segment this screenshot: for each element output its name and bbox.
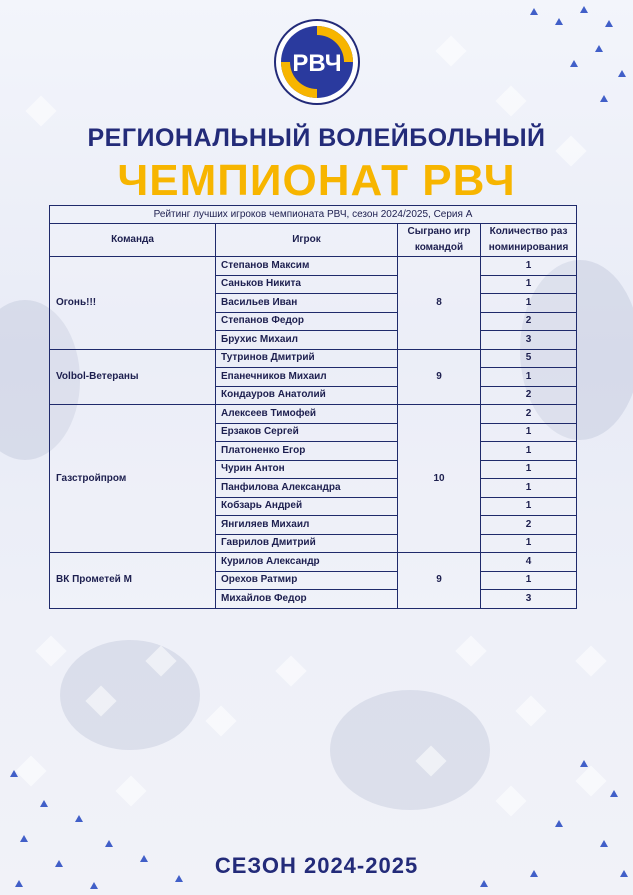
nomination-count: 1	[481, 479, 577, 498]
header-player: Игрок	[216, 224, 398, 257]
nomination-count: 5	[481, 349, 577, 368]
player-name: Панфилова Александра	[216, 479, 398, 498]
nomination-count: 2	[481, 516, 577, 535]
player-name: Орехов Ратмир	[216, 571, 398, 590]
header-line-1: РЕГИОНАЛЬНЫЙ ВОЛЕЙБОЛЬНЫЙ	[87, 124, 546, 152]
table-row	[50, 257, 577, 276]
player-name: Кобзарь Андрей	[216, 497, 398, 516]
header-team: Команда	[50, 224, 216, 257]
player-name: Гаврилов Дмитрий	[216, 534, 398, 553]
games-played: 9	[398, 553, 481, 609]
player-name: Михайлов Федор	[216, 590, 398, 609]
nomination-count: 2	[481, 405, 577, 424]
nomination-count: 1	[481, 497, 577, 516]
player-name: Степанов Максим	[216, 257, 398, 276]
nomination-count: 1	[481, 368, 577, 387]
team-name: Газстройпром	[50, 405, 216, 553]
player-name: Курилов Александр	[216, 553, 398, 572]
player-name: Васильев Иван	[216, 294, 398, 313]
nomination-count: 3	[481, 590, 577, 609]
logo-text: РВЧ	[292, 50, 342, 77]
games-played: 8	[398, 257, 481, 350]
table-row	[50, 553, 577, 572]
player-name: Алексеев Тимофей	[216, 405, 398, 424]
player-name: Ерзаков Сергей	[216, 423, 398, 442]
player-name: Янгиляев Михаил	[216, 516, 398, 535]
team-name: Volbol-Ветераны	[50, 349, 216, 405]
nomination-count: 1	[481, 460, 577, 479]
player-name: Саньков Никита	[216, 275, 398, 294]
nomination-count: 1	[481, 534, 577, 553]
team-name: ВК Прометей М	[50, 553, 216, 609]
player-name: Тутринов Дмитрий	[216, 349, 398, 368]
nomination-count: 1	[481, 442, 577, 461]
player-name: Кондауров Анатолий	[216, 386, 398, 405]
nomination-count: 3	[481, 331, 577, 350]
table-row	[50, 349, 577, 368]
player-name: Епанечников Михаил	[216, 368, 398, 387]
games-played: 10	[398, 405, 481, 553]
team-name: Огонь!!!	[50, 257, 216, 350]
player-name: Степанов Федор	[216, 312, 398, 331]
player-name: Брухис Михаил	[216, 331, 398, 350]
season-label: СЕЗОН 2024-2025	[214, 853, 419, 878]
rvch-logo	[274, 19, 360, 105]
nomination-count: 1	[481, 275, 577, 294]
header-games: Сыграно игр командой	[398, 224, 481, 257]
nomination-count: 1	[481, 294, 577, 313]
table-row	[50, 405, 577, 424]
nomination-count: 4	[481, 553, 577, 572]
header-line-2: ЧЕМПИОНАТ РВЧ	[117, 156, 516, 205]
player-name: Чурин Антон	[216, 460, 398, 479]
player-name: Платоненко Егор	[216, 442, 398, 461]
nomination-count: 2	[481, 386, 577, 405]
nomination-count: 2	[481, 312, 577, 331]
player-rating-table	[49, 205, 577, 609]
header-noms: Количество раз номинирования	[481, 224, 577, 257]
nomination-count: 1	[481, 257, 577, 276]
nomination-count: 1	[481, 571, 577, 590]
games-played: 9	[398, 349, 481, 405]
nomination-count: 1	[481, 423, 577, 442]
table-caption: Рейтинг лучших игроков чемпионата РВЧ, сезон 2024/2025, Серия А	[50, 206, 577, 224]
